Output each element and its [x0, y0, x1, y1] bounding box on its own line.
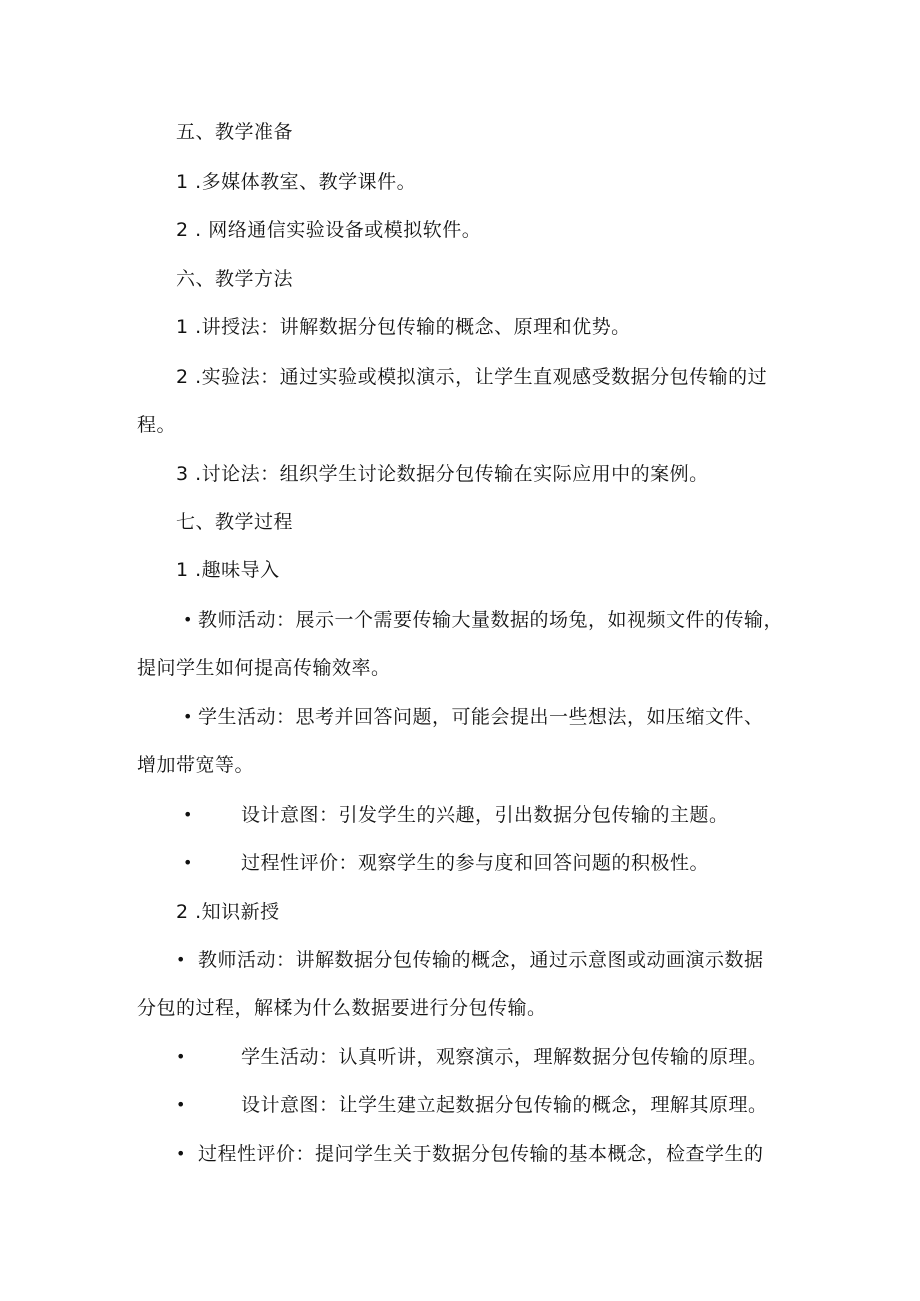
subsection-heading: 1 .趣味导入	[176, 559, 280, 581]
bullet-icon: •	[183, 853, 193, 872]
list-item: 设计意图：让学生建立起数据分包传输的概念，理解其原理。	[241, 1094, 768, 1116]
list-item: 2 . 网络通信实验设备或模拟软件。	[176, 219, 482, 241]
section-heading-preparation: 五、教学准备	[176, 121, 294, 143]
section-heading-methods: 六、教学方法	[176, 268, 294, 290]
list-item: 1 .讲授法：讲解数据分包传输的概念、原理和优势。	[176, 316, 631, 338]
bullet-icon: •	[183, 610, 193, 629]
list-item: 学生活动：思考并回答问题，可能会提出一些想法，如压缩文件、	[198, 706, 764, 728]
bullet-icon: •	[176, 1047, 186, 1066]
bullet-icon: •	[183, 707, 193, 726]
bullet-icon: •	[176, 1095, 186, 1114]
bullet-icon: •	[176, 950, 186, 969]
bullet-icon: •	[176, 1144, 186, 1163]
list-item: 教师活动：展示一个需要传输大量数据的场兔，如视频文件的传输，	[198, 609, 784, 631]
list-item-continuation: 分包的过程，解楺为什么数据要进行分包传输。	[137, 997, 547, 1019]
subsection-heading: 2 .知识新授	[176, 901, 280, 923]
bullet-icon: •	[183, 805, 193, 824]
list-item-continuation: 增加带宽等。	[137, 754, 255, 776]
list-item: 设计意图：引发学生的兴趣，引出数据分包传输的主题。	[241, 804, 729, 826]
list-item: 过程性评价：观察学生的参与度和回答问题的积极性。	[241, 852, 710, 874]
list-item: 过程性评价：提问学生关于数据分包传输的基本概念，检查学生的	[198, 1143, 764, 1165]
list-item-continuation: 程。	[137, 414, 177, 436]
list-item: 学生活动：认真听讲，观察演示，理解数据分包传输的原理。	[241, 1046, 768, 1068]
list-item: 1 .多媒体教室、教学课件。	[176, 171, 417, 193]
section-heading-process: 七、教学过程	[176, 511, 294, 533]
list-item: 3 .讨论法：组织学生讨论数据分包传输在实际应用中的案例。	[176, 463, 709, 485]
list-item: 2 .实验法：通过实验或模拟演示，让学生直观感受数据分包传输的过	[176, 366, 768, 388]
list-item: 教师活动：讲解数据分包传输的概念，通过示意图或动画演示数据	[198, 949, 764, 971]
list-item-continuation: 提问学生如何提高传输效率。	[137, 657, 391, 679]
